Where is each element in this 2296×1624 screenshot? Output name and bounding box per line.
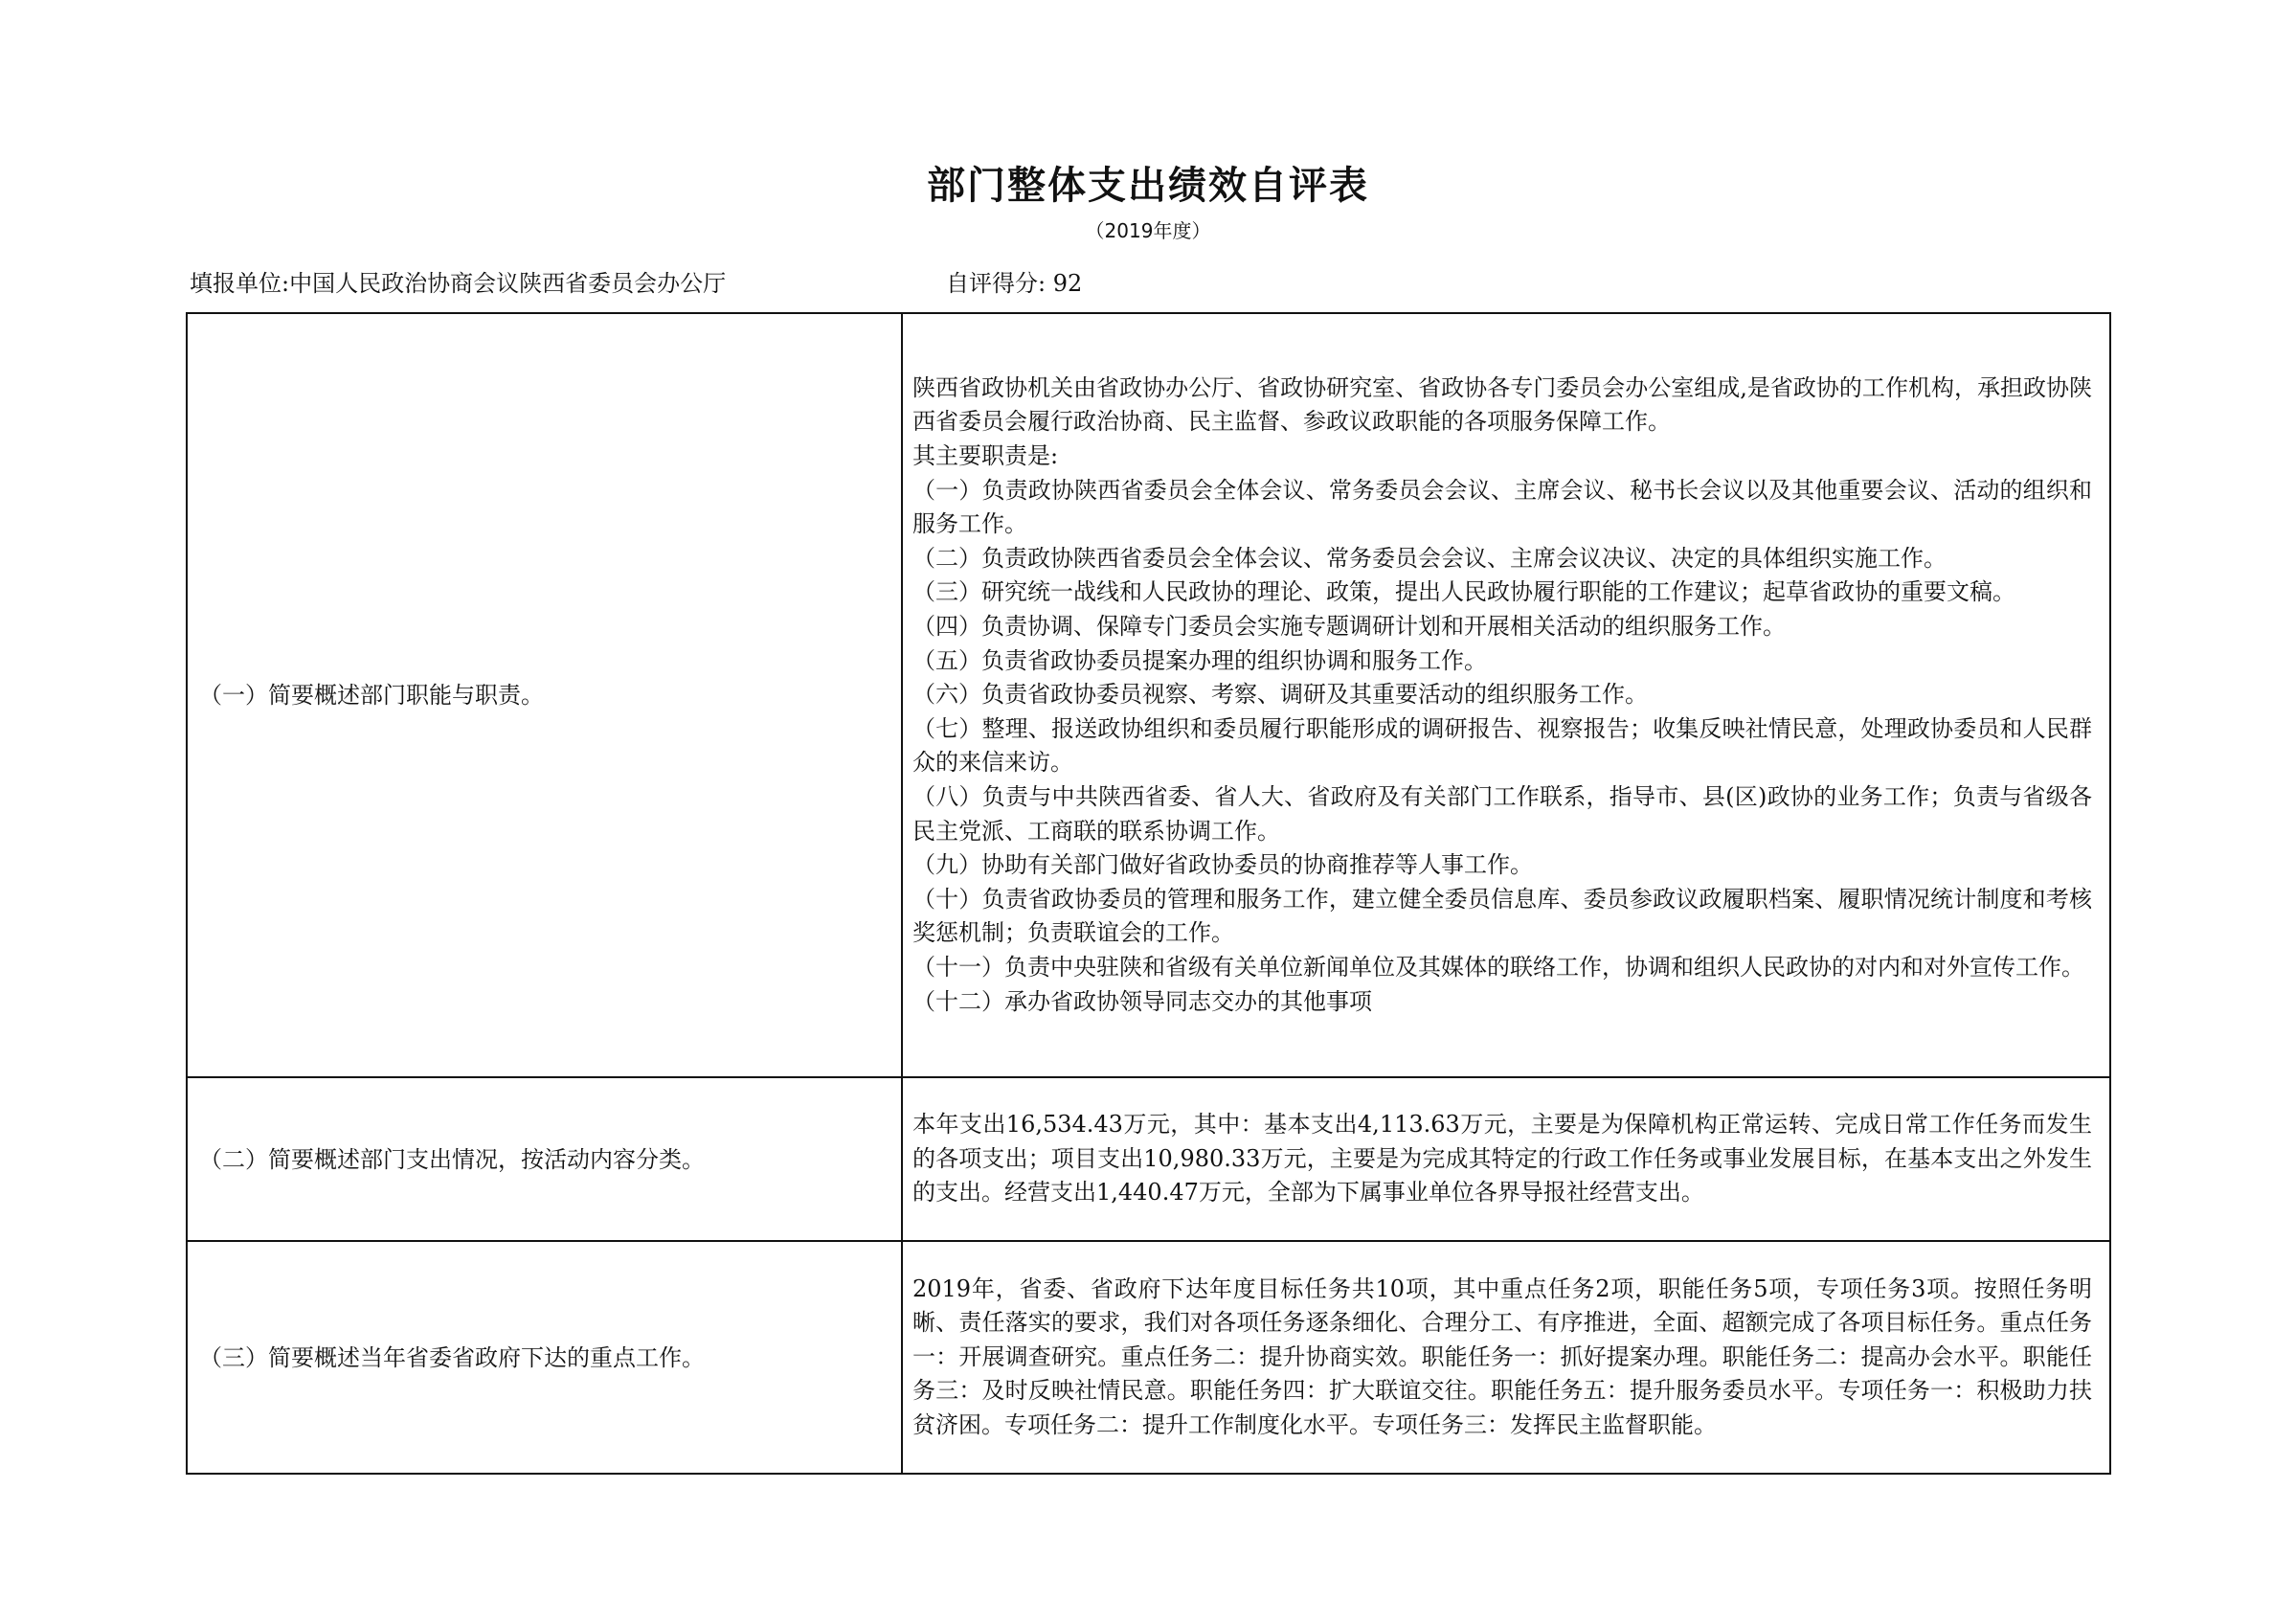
content-paragraph: 其主要职责是:: [912, 442, 1059, 470]
content-paragraph: 2019年，省委、省政府下达年度目标任务共10项，其中重点任务2项，职能任务5项，专项任务3项。按照任务明晰、责任落实的要求，我们对各项任务逐条细化、合理分工、有序推进，全面、超额完成了各项目标任务。重点任务一：开展调查研究。重点任务二：提升协商实效。职能任务一：抓好提案办理。职能任务二：提高办会水平。职能任务三：及时反映社情民意。职能任务四：扩大联谊交往。职能任务五：提升服务委员水平。专项任务一：积极助力扶贫济困。专项任务二：提升工作制度化水平。专项任务三：发挥民主监督职能。: [912, 1274, 2092, 1438]
content-paragraph: （十一）负责中央驻陕和省级有关单位新闻单位及其媒体的联络工作，协调和组织人民政协的对内和对外宣传工作。: [912, 953, 2084, 981]
row-label: （二）简要概述部门支出情况，按活动内容分类。: [187, 1077, 902, 1241]
content-paragraph: （一）负责政协陕西省委员会全体会议、常务委员会会议、主席会议、秘书长会议以及其他重要会议、活动的组织和服务工作。: [912, 476, 2092, 538]
content-paragraph: （十二）承办省政协领导同志交办的其他事项: [912, 987, 1372, 1015]
reporting-unit: 填报单位:中国人民政治协商会议陕西省委员会办公厅: [190, 270, 727, 297]
content-paragraph: （十）负责省政协委员的管理和服务工作，建立健全委员信息库、委员参政议政履职档案、履职情况统计制度和考核奖惩机制；负责联谊会的工作。: [912, 885, 2092, 947]
table-row: [187, 313, 2110, 1077]
report-year: （2019年度）: [1085, 219, 1211, 242]
content-paragraph: （五）负责省政协委员提案办理的组织协调和服务工作。: [912, 646, 1487, 674]
content-paragraph: （九）协助有关部门做好省政协委员的协商推荐等人事工作。: [912, 851, 1533, 879]
content-paragraph: 本年支出16,534.43万元，其中：基本支出4,113.63万元，主要是为保障机构正常运转、完成日常工作任务而发生的各项支出；项目支出10,980.33万元，主要是为完成其特定的行政工作任务或事业发展目标，在基本支出之外发生的支出。经营支出1,440.47万元，全部为下属事业单位各界导报社经营支出。: [912, 1111, 2092, 1207]
page-title: 部门整体支出绩效自评表: [927, 164, 1369, 208]
content-paragraph: （三）研究统一战线和人民政协的理论、政策，提出人民政协履行职能的工作建议；起草省政协的重要文稿。: [912, 578, 2015, 606]
table-row: [187, 1077, 2110, 1241]
row-content: [902, 1077, 2110, 1241]
content-paragraph: （二）负责政协陕西省委员会全体会议、常务委员会会议、主席会议决议、决定的具体组织实施工作。: [912, 544, 1947, 572]
content-paragraph: （六）负责省政协委员视察、考察、调研及其重要活动的组织服务工作。: [912, 681, 1648, 709]
evaluation-table: [186, 312, 2111, 1475]
content-paragraph: （八）负责与中共陕西省委、省人大、省政府及有关部门工作联系，指导市、县(区)政协的业务工作；负责与省级各民主党派、工商联的联系协调工作。: [912, 782, 2092, 845]
row-content: [902, 1241, 2110, 1474]
row-content: [902, 313, 2110, 1077]
content-paragraph: 陕西省政协机关由省政协办公厅、省政协研究室、省政协各专门委员会办公室组成,是省政协的工作机构，承担政协陕西省委员会履行政治协商、民主监督、参政议政职能的各项服务保障工作。: [912, 373, 2092, 436]
row-label: （三）简要概述当年省委省政府下达的重点工作。: [187, 1241, 902, 1474]
content-paragraph: （四）负责协调、保障专门委员会实施专题调研计划和开展相关活动的组织服务工作。: [912, 613, 1786, 641]
self-evaluation-score: 自评得分: 92: [946, 270, 1083, 297]
row-label: （一）简要概述部门职能与职责。: [187, 313, 902, 1077]
table-row: [187, 1241, 2110, 1474]
content-paragraph: （七）整理、报送政协组织和委员履行职能形成的调研报告、视察报告；收集反映社情民意，处理政协委员和人民群众的来信来访。: [912, 714, 2092, 777]
